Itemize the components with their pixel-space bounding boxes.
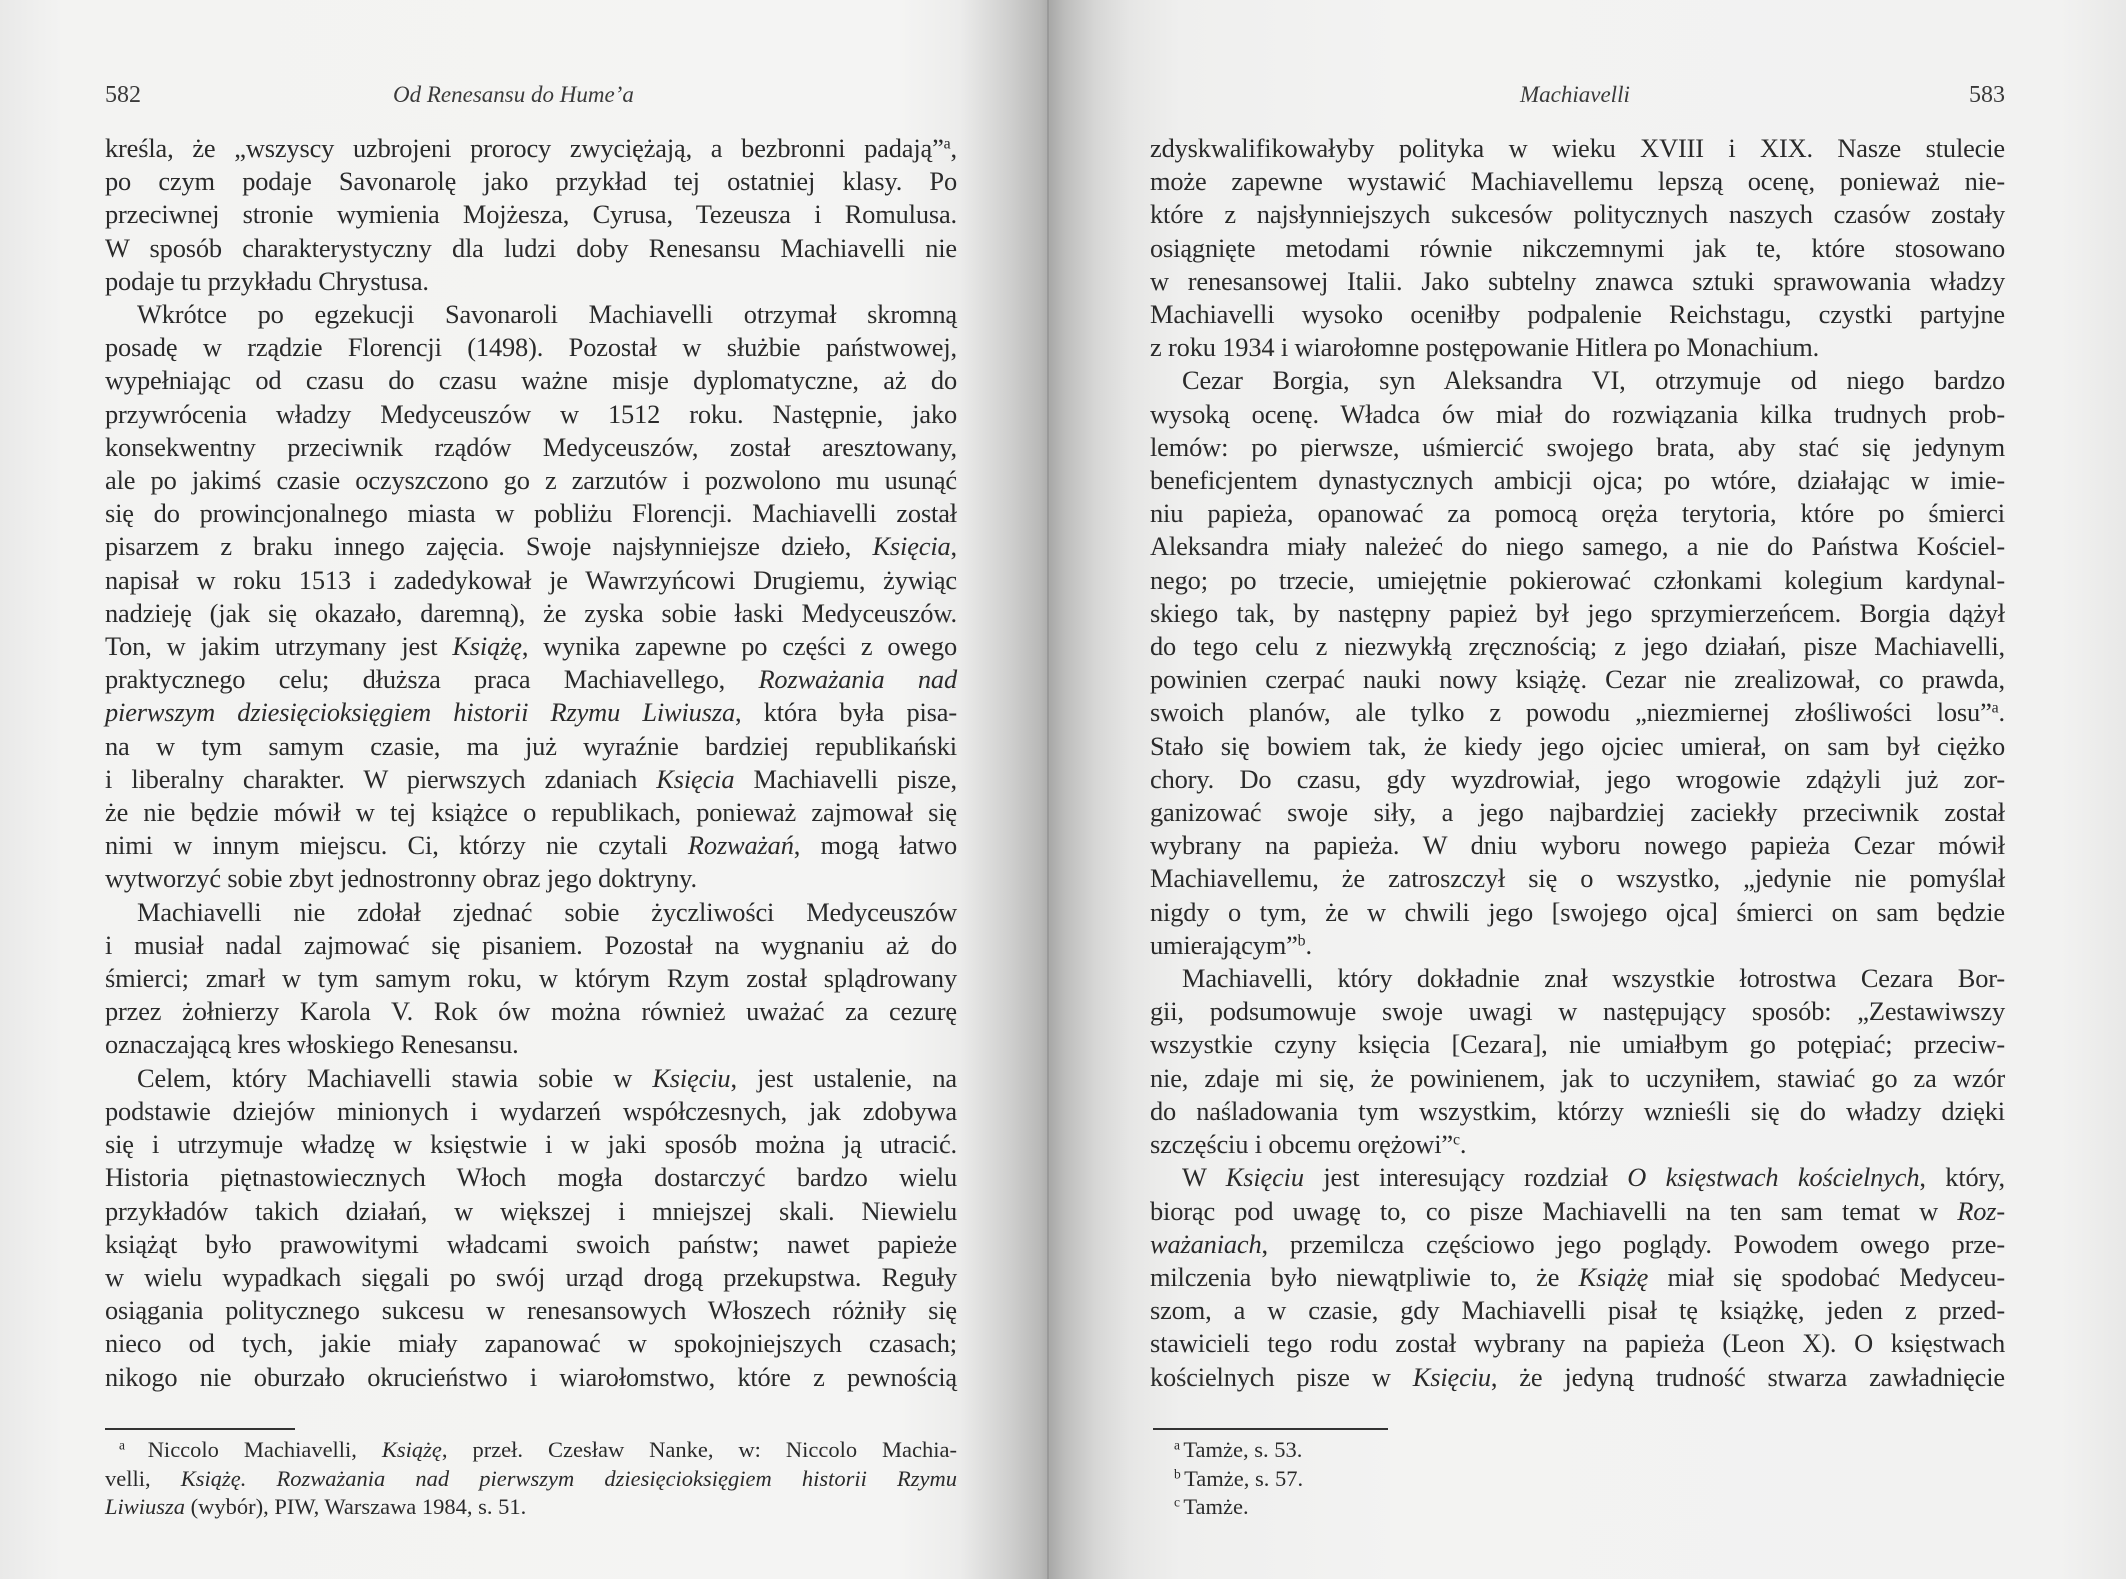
footnote-marker: a xyxy=(1991,699,1999,717)
footnotes xyxy=(105,1428,957,1522)
page-number: 582 xyxy=(105,82,141,108)
body-text xyxy=(105,132,957,1394)
text-line: swoich planów, ale tylko z powodu „niezmiernej złośliwości losu”$^a$. xyxy=(1150,697,2005,728)
footnote xyxy=(1150,1493,2005,1522)
text-line: Historia piętnastowiecznych Włoch mogła dostarczyć bardzo wielu xyxy=(105,1162,957,1193)
right-running-head xyxy=(1150,82,2005,112)
left-page xyxy=(105,0,957,1579)
footnote xyxy=(105,1436,957,1522)
text-line: do tego celu z niezwykłą zręcznością; z jego działań, pisze Machiavelli, xyxy=(1150,631,2005,662)
running-title: Machiavelli xyxy=(1520,82,1630,107)
text-line: napisał w roku 1513 i zadedykował je Wawrzyńcowi Drugiemu, żywiąc xyxy=(105,564,957,595)
footnotes xyxy=(1150,1428,2005,1522)
text-line: wszystkie czyny księcia [Cezara], nie umiałbym go potępiać; przeciw- xyxy=(1150,1029,2005,1060)
text-line: przywrócenia władzy Medyceuszów w 1512 roku. Następnie, jako xyxy=(105,398,957,429)
footnote-marker: b xyxy=(1297,932,1306,950)
text-line: ale po jakimś czasie oczyszczono go z zarzutów i pozwolono mu usunąć xyxy=(105,465,957,496)
text-line: Aleksandra miały należeć do niego samego, a nie do Państwa Kościel- xyxy=(1150,531,2005,562)
text-line: kreśla, że „wszyscy uzbrojeni prorocy zwyciężają, a bezbronni padają”$^a$, xyxy=(105,133,957,163)
text-line: pierwszym dziesięcioksięgiem historii Rzymu Liwiusza, która była pisa- xyxy=(105,697,957,728)
text-line: milczenia było niewątpliwie to, że Książę miał się spodobać Medyceu- xyxy=(1150,1261,2006,1292)
text-line: $^a$ Tamże, s. 53. xyxy=(1174,1437,1303,1462)
footnote-marker: a xyxy=(119,1437,148,1453)
text-line: Machiavelli nie zdołał zjednać sobie życzliwości Medyceuszów xyxy=(137,896,957,927)
text-line: się i utrzymuje władzę w księstwie i w jaki sposób można ją utracić. xyxy=(105,1129,957,1160)
book-gutter xyxy=(1047,0,1049,1579)
footnote-marker: a xyxy=(943,135,951,153)
text-line: beneficjentem dynastycznych ambicji ojca; po wtóre, działając w imie- xyxy=(1150,465,2005,496)
text-line: Ton, w jakim utrzymany jest Książę, wynika zapewne po części z owego xyxy=(105,631,958,662)
text-line: Liwiusza (wybór), PIW, Warszawa 1984, s. 51. xyxy=(105,1494,527,1519)
text-line: nigdy o tym, że w chwili jego [swojego ojca] śmierci on sam będzie xyxy=(1150,896,2005,927)
text-line: W Księciu jest interesujący rozdział O księstwach kościelnych, który, xyxy=(1182,1162,2005,1193)
footnote-marker: c xyxy=(1452,1131,1460,1149)
text-line: może zapewne wystawić Machiavellemu lepszą ocenę, ponieważ nie- xyxy=(1150,166,2005,197)
text-line: biorąc pod uwagę to, co pisze Machiavelli na ten sam temat w Roz- xyxy=(1150,1195,2005,1226)
text-line: nikogo nie oburzało okrucieństwo i wiarołomstwo, które z pewnością xyxy=(105,1361,957,1392)
text-line: przeciwnej stronie wymienia Mojżesza, Cyrusa, Tezeusza i Romulusa. xyxy=(105,199,957,230)
text-line: kościelnych pisze w Księciu, że jedyną trudność stwarza zawładnięcie xyxy=(1150,1361,2005,1392)
body-text xyxy=(1150,132,2005,1394)
text-line: Stało się bowiem tak, że kiedy jego ojciec umierał, on sam był ciężko xyxy=(1150,730,2005,761)
text-line: nieco od tych, jakie miały zapanować w spokojniejszych czasach; xyxy=(105,1328,957,1359)
running-title: Od Renesansu do Hume’a xyxy=(393,82,634,107)
text-line: osiągania politycznego sukcesu w renesansowych Włoszech różniły się xyxy=(105,1295,957,1326)
text-line: skiego tak, by następny papież był jego sprzymierzeńcem. Borgia dążył xyxy=(1150,597,2005,628)
text-line: $^b$ Tamże, s. 57. xyxy=(1174,1465,1304,1491)
text-line: wybrany na papieża. W dniu wyboru nowego papieża Cezar mówił xyxy=(1150,830,2005,861)
text-line: nie, zdaje mi się, że powinienem, jak to uczyniłem, stawiać go za wzór xyxy=(1150,1062,2005,1093)
text-line: $^c$ Tamże. xyxy=(1174,1494,1249,1519)
text-line: przez żołnierzy Karola V. Rok ów można również uważać za cezurę xyxy=(105,996,957,1027)
left-running-head xyxy=(105,82,957,112)
text-line: w wielu wypadkach sięgali po swój urząd drogą przekupstwa. Reguły xyxy=(105,1261,957,1292)
text-line: ganizować swoje siły, a jego najbardziej zaciekły przeciwnik został xyxy=(1150,797,2005,828)
footnote-marker: c xyxy=(1174,1494,1184,1510)
text-line: do naśladowania tym wszystkim, którzy wznieśli się do władzy dzięki xyxy=(1150,1095,2005,1126)
text-line: stawicieli tego rodu został wybrany na papieża (Leon X). O księstwach xyxy=(1150,1328,2005,1359)
text-line: $^a$ Niccolo Machiavelli, Książę, przeł. Czesław Nanke, w: Niccolo Machia- xyxy=(119,1437,957,1462)
text-line: szczęściu i obcemu orężowi”$^c$. xyxy=(1150,1129,1467,1160)
text-line: lemów: po pierwsze, uśmiercić swojego brata, aby stać się jedynym xyxy=(1150,431,2005,462)
text-line: nego; po trzecie, umiejętnie pokierować członkami kolegium kardynal- xyxy=(1150,564,2005,595)
footnote-rule xyxy=(1153,1428,1388,1430)
footnote xyxy=(1150,1436,2005,1465)
text-line: pisarzem z braku innego zajęcia. Swoje najsłynniejsze dzieło, Księcia, xyxy=(105,531,957,562)
text-line: Machiavelli, który dokładnie znał wszystkie łotrostwa Cezara Bor- xyxy=(1182,963,2005,994)
text-line: z roku 1934 i wiarołomne postępowanie Hitlera po Monachium. xyxy=(1150,332,1820,363)
page-number: 583 xyxy=(1969,82,2005,108)
text-line: oznaczającą kres włoskiego Renesansu. xyxy=(105,1029,519,1060)
text-line: posadę w rządzie Florencji (1498). Pozostał w służbie państwowej, xyxy=(105,332,957,363)
text-line: podaje tu przykładu Chrystusa. xyxy=(105,265,429,296)
text-line: się do prowincjonalnego miasta w pobliżu Florencji. Machiavelli został xyxy=(105,498,957,529)
text-line: podstawie dziejów minionych i wydarzeń współczesnych, jak zdobywa xyxy=(105,1095,957,1126)
text-line: Celem, który Machiavelli stawia sobie w Księciu, jest ustalenie, na xyxy=(137,1062,957,1093)
right-page xyxy=(1150,0,2005,1579)
text-line: po czym podaje Savonarolę jako przykład tej ostatniej klasy. Po xyxy=(105,166,957,197)
text-line: nadzieję (jak się okazało, daremną), że zyska sobie łaski Medyceuszów. xyxy=(105,597,957,628)
text-line: śmierci; zmarł w tym samym roku, w którym Rzym został splądrowany xyxy=(105,963,957,994)
text-line: konsekwentny przeciwnik rządów Medyceuszów, został aresztowany, xyxy=(105,431,957,462)
text-line: wytworzyć sobie zbyt jednostronny obraz jego doktryny. xyxy=(105,863,697,894)
text-line: i musiał nadal zajmować się pisaniem. Pozostał na wygnaniu aż do xyxy=(105,929,957,960)
text-line: nimi w innym miejscu. Ci, którzy nie czytali Rozważań, mogą łatwo xyxy=(105,830,957,861)
text-line: velli, Książę. Rozważania nad pierwszym dziesięcioksięgiem historii Rzymu xyxy=(105,1465,957,1491)
footnote xyxy=(1150,1465,2005,1494)
footnote-rule xyxy=(105,1428,295,1430)
text-line: i liberalny charakter. W pierwszych zdaniach Księcia Machiavelli pisze, xyxy=(105,763,957,794)
text-line: chory. Do czasu, gdy wyzdrowiał, jego wrogowie zdążyli już zor- xyxy=(1150,763,2005,794)
footnote-marker: b xyxy=(1174,1466,1185,1482)
text-line: niu papieża, opanować za pomocą oręża terytoria, które po śmierci xyxy=(1150,498,2005,529)
text-line: ważaniach, przemilcza częściowo jego poglądy. Powodem owego prze- xyxy=(1150,1228,2005,1259)
text-line: powinien czerpać nauki nowy książę. Cezar nie zrealizował, co prawda, xyxy=(1150,664,2005,695)
text-line: osiągnięte metodami równie nikczemnymi jak te, które stosowano xyxy=(1150,232,2005,263)
text-line: szom, a w czasie, gdy Machiavelli pisał tę książkę, jeden z przed- xyxy=(1150,1295,2005,1326)
footnote-marker: a xyxy=(1174,1437,1184,1453)
text-line: książąt było prawowitymi władcami swoich państw; nawet papieże xyxy=(105,1228,957,1259)
text-line: wypełniając od czasu do czasu ważne misje dyplomatyczne, aż do xyxy=(105,365,957,396)
text-line: na w tym samym czasie, ma już wyraźnie bardziej republikański xyxy=(105,730,957,761)
text-line: W sposób charakterystyczny dla ludzi doby Renesansu Machiavelli nie xyxy=(105,232,957,263)
text-line: praktycznego celu; dłuższa praca Machiavellego, Rozważania nad xyxy=(105,664,958,695)
text-line: które z najsłynniejszych sukcesów politycznych naszych czasów zostały xyxy=(1150,199,2005,230)
text-line: Wkrótce po egzekucji Savonaroli Machiavelli otrzymał skromną xyxy=(137,299,957,330)
text-line: w renesansowej Italii. Jako subtelny znawca sztuki sprawowania władzy xyxy=(1150,265,2005,296)
text-line: wysoką ocenę. Władca ów miał do rozwiązania kilka trudnych prob- xyxy=(1150,398,2005,429)
text-line: Machiavelli wysoko oceniłby podpalenie Reichstagu, czystki partyjne xyxy=(1150,299,2005,330)
text-line: że nie będzie mówił w tej książce o republikach, ponieważ zajmował się xyxy=(105,797,957,828)
text-line: zdyskwalifikowałyby polityka w wieku XVIII i XIX. Nasze stulecie xyxy=(1150,133,2005,163)
text-line: Machiavellemu, że zatroszczył się o wszystko, „jedynie nie pomyślał xyxy=(1150,863,2005,894)
text-line: umierającym”$^b$. xyxy=(1150,929,1312,960)
text-line: przykładów takich działań, w większej i mniejszej skali. Niewielu xyxy=(105,1195,957,1226)
text-line: gii, podsumowuje swoje uwagi w następujący sposób: „Zestawiwszy xyxy=(1150,996,2005,1027)
text-line: Cezar Borgia, syn Aleksandra VI, otrzymuje od niego bardzo xyxy=(1182,365,2005,396)
